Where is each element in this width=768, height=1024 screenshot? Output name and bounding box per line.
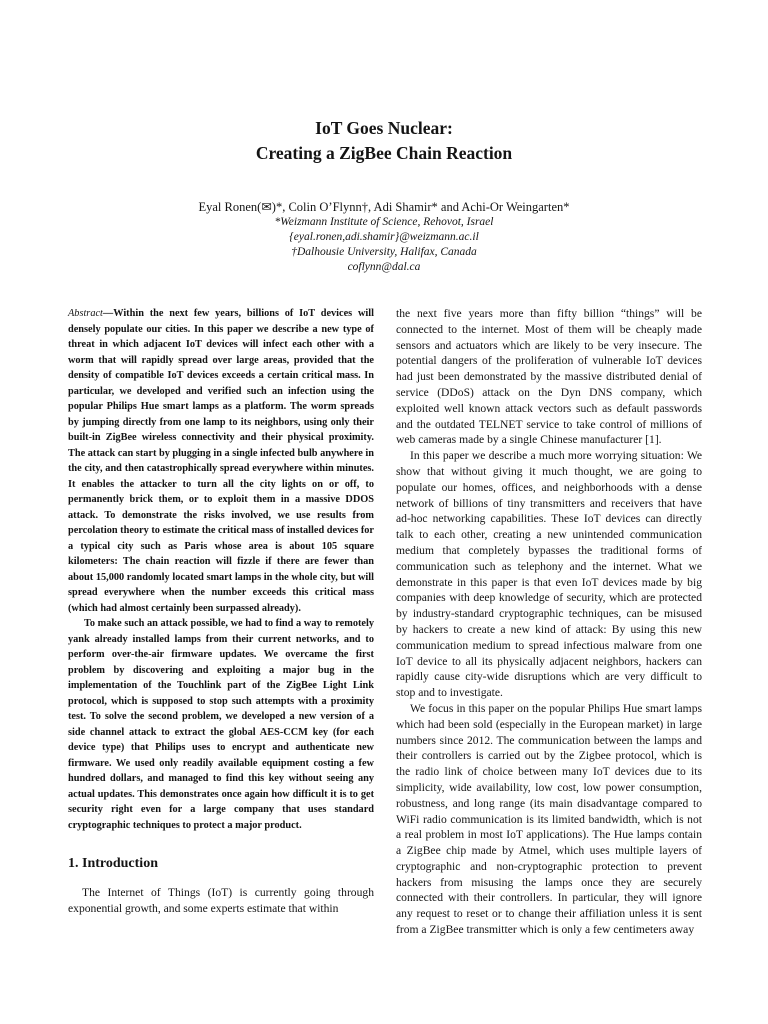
email-dalhousie: coflynn@dal.ca — [347, 261, 421, 273]
email-weizmann: {eyal.ronen,adi.shamir}@weizmann.ac.il — [289, 231, 479, 243]
abstract-label: Abstract — [68, 308, 103, 319]
right-para-2: In this paper we describe a much more worrying situation: We show that without giving it much thought, we are going to populate our homes, offices, and neighborhoods with a dense network of billions of tiny transmitters and receivers that have ad-hoc networking capabilities. These IoT devices can directly talk to each other, creating a new unintended communication medium that completely bypasses the traditional forms of communication such as telephony and the internet. What we demonstrate in this paper is that even IoT devices made by big companies with deep knowledge of security, which are protected by industry-standard cryptographic techniques, can be misused by hackers to create a new kind of attack: By using this new communication medium to spread infectious malware from one IoT device to all its physically adjacent neighbors, hackers can rapidly cause city-wide disruptions which are very difficult to stop and to investigate. — [396, 449, 702, 700]
title-block — [0, 116, 768, 166]
paper-title-line2: Creating a ZigBee Chain Reaction — [255, 143, 513, 163]
left-column — [68, 306, 374, 917]
right-column — [396, 306, 702, 938]
right-para-3: We focus in this paper on the popular Philips Hue smart lamps which had been sold (especially in the European market) in large numbers since 2012. The communication between the lamps and their controllers is carried out by the Zigbee protocol, which is the radio link of choice between many IoT devices due to its simplicity, wide availability, low cost, low power consumption, robustness, and long range (its main disadvantage compared to WiFi radio communication is its limited bandwidth, which is not a real problem in most IoT applications). The Hue lamps contain a ZigBee chip made by Atmel, which uses multiple layers of cryptographic and non-cryptographic protection to prevent hackers from misusing the lamps once they are securely connected with their controllers. In particular, they will ignore any request to reset or to change their affiliation unless it is sent from a ZigBee transmitter which is only a few centimeters away — [396, 701, 702, 937]
abstract-para-1 — [68, 306, 374, 616]
author-list: Eyal Ronen(✉)*, Colin O’Flynn†, Adi Shamir* and Achi-Or Weingarten* — [198, 200, 570, 214]
affiliation-dalhousie: †Dalhousie University, Halifax, Canada — [291, 246, 477, 258]
affiliation-weizmann: *Weizmann Institute of Science, Rehovot, Israel — [274, 216, 494, 228]
abstract — [68, 306, 374, 833]
intro-body — [68, 885, 374, 917]
author-block — [0, 200, 768, 275]
paper-title-line1: IoT Goes Nuclear: — [315, 118, 453, 138]
intro-para-1: The Internet of Things (IoT) is currently going through exponential growth, and some experts estimate that within — [68, 886, 374, 915]
section-heading-introduction: 1. Introduction — [68, 856, 158, 871]
right-para-1: the next five years more than fifty billion “things” will be connected to the internet. Most of them will be cheaply made sensors and actuators which are likely to be very insecure. The potential dangers of the proliferation of vulnerable IoT devices had just been demonstrated by the massive distributed denial of service (DDoS) attack on the Dyn DNS company, which exploited well known attack vectors such as default passwords and the outdated TELNET service to take control of millions of web cameras made by a single Chinese manufacturer [1]. — [396, 307, 702, 447]
abstract-text-1: —Within the next few years, billions of IoT devices will densely populate our cities. In this paper we describe a new type of threat in which adjacent IoT devices will infect each other with a worm that will rapidly spread over large areas, provided that the density of compatible IoT devices exceeds a certain critical mass. In particular, we developed and verified such an infection using the popular Philips Hue smart lamps as a platform. The worm spreads by jumping directly from one lamp to its neighbors, using only their built-in ZigBee wireless connectivity and their physical proximity. The attack can start by plugging in a single infected bulb anywhere in the city, and then catastrophically spread everywhere within minutes. It enables the attacker to turn all the city lights on or off, to permanently brick them, or to exploit them in a massive DDOS attack. To demonstrate the risks involved, we use results from percolation theory to estimate the critical mass of installed devices for a typical city such as Paris whose area is about 105 square kilometers: The chain reaction will fizzle if there are fewer than about 15,000 randomly located smart lamps in the whole city, but will spread everywhere when the number exceeds this critical mass (which had almost certainly been surpassed already). — [68, 308, 374, 614]
abstract-para-2: To make such an attack possible, we had to find a way to remotely yank already installed lamps from their current networks, and to perform over-the-air firmware updates. We overcame the first problem by discovering and exploiting a major bug in the implementation of the Touchlink part of the ZigBee Light Link protocol, which is supposed to stop such attempts with a proximity test. To solve the second problem, we developed a new version of a side channel attack to extract the global AES-CCM key (for each device type) that Philips uses to encrypt and authenticate new firmware. We used only readily available equipment costing a few hundred dollars, and managed to find this key without seeing any actual updates. This demonstrates once again how difficult it is to get security right even for a large company that uses standard cryptographic techniques to protect a major product. — [68, 618, 374, 831]
